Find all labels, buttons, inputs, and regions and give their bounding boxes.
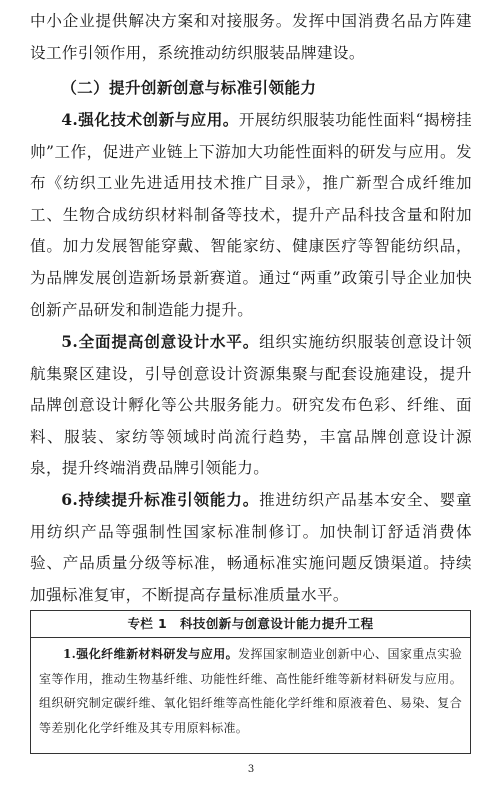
item-4-lead: 4.强化技术创新与应用。 [61, 110, 239, 129]
item-5-paragraph [30, 326, 472, 485]
feature-box-body [31, 638, 470, 740]
intro-paragraph: 中小企业提供解决方案和对接服务。发挥中国消费名品方阵建设工作引领作用，系统推动纺织服装品牌建设。 [30, 12, 472, 62]
item-4-paragraph [30, 104, 472, 326]
page-number: 3 [247, 764, 255, 775]
item-4-text: 开展纺织服装功能性面料“揭榜挂帅”工作，促进产业链上下游加大功能性面料的研发与应用。发布《纺织工业先进适用技术推广目录》，推广新型合成纤维加工、生物合成纺织材料制备等技术，提升产品科技含量和附加值。加力发展智能穿戴、智能家纺、健康医疗等智能纺织品，为品牌发展创造新场景新赛道。通过“两重”政策引导企业加快创新产品研发和制造能力提升。 [30, 111, 472, 319]
item-5-text: 组织实施纺织服装创意设计领航集聚区建设，引导创意设计资源集聚与配套设施建设，提升品牌创意设计孵化等公共服务能力。研究发布色彩、纤维、面料、服装、家纺等领域时尚流行趋势，丰富品牌创意设计源泉，提升终端消费品牌引领能力。 [30, 333, 472, 478]
feature-box-text: 发挥国家制造业创新中心、国家重点实验室等作用，推动生物基纤维、功能性纤维、高性能纤维等新材料研发与应用。组织研究制定碳纤维、氧化铝纤维等高性能化学纤维和原液着色、易染、复合等差别化化学纤维及其专用原料标准。 [39, 647, 462, 735]
feature-box-title: 专栏 1 科技创新与创意设计能力提升工程 [31, 611, 470, 638]
item-5-lead: 5.全面提高创意设计水平。 [61, 332, 260, 351]
feature-box [30, 610, 471, 754]
item-6-text: 推进纺织产品基本安全、婴童用纺织产品等强制性国家标准制修订。加快制订舒适消费体验、产品质量分级等标准，畅通标准实施问题反馈渠道。持续加强标准复审，不断提高存量标准质量水平。 [30, 491, 472, 604]
section-heading: （二）提升创新创意与标准引领能力 [61, 78, 317, 97]
item-6-paragraph [30, 484, 472, 611]
item-6-lead: 6.持续提升标准引领能力。 [61, 490, 260, 509]
feature-box-lead: 1.强化纤维新材料研发与应用。 [63, 647, 239, 661]
